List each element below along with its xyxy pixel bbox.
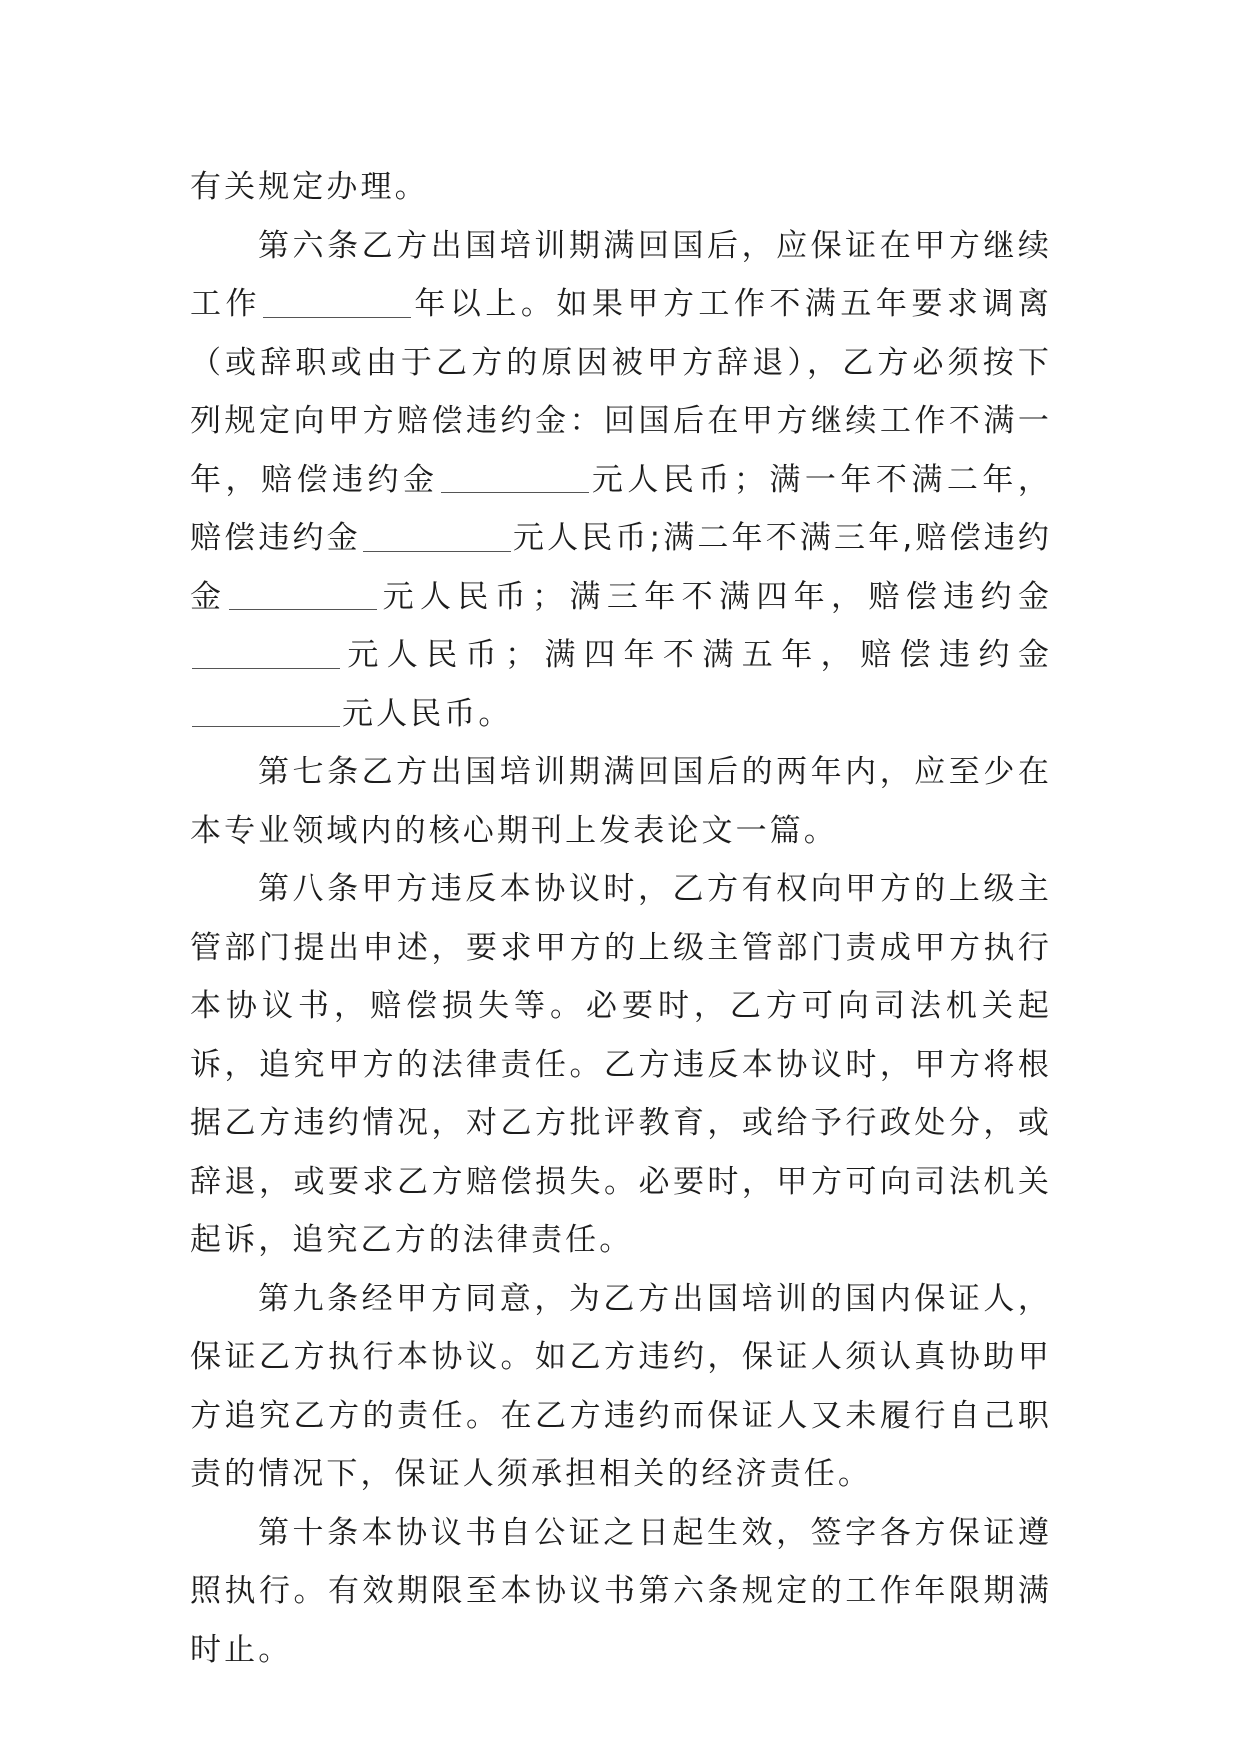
paragraph-article-8 xyxy=(190,860,1052,1270)
article-10-text: 第十条本协议书自公证之日起生效，签字各方保证遵照执行。有效期限至本协议书第六条规定的工作年限期满时止。 xyxy=(190,1514,1052,1668)
article-6-text-3: 元人民币；满一年不满二年，赔偿违约金 xyxy=(190,461,1052,556)
article-6-text-1: 第六条乙方出国培训期满回国后，应保证在甲方继续工作 xyxy=(190,227,1052,322)
paragraph-article-9 xyxy=(190,1270,1052,1504)
continuation-text: 有关规定办理。 xyxy=(190,169,429,205)
article-9-text: 第九条经甲方同意，为乙方出国培训的国内保证人，保证乙方执行本协议。如乙方违约，保证人须认真协助甲方追究乙方的责任。在乙方违约而保证人又未履行自己职责的情况下，保证人须承担相关的经济责任。 xyxy=(190,1280,1052,1492)
blank-work-years xyxy=(263,283,411,318)
article-7-text: 第七条乙方出国培训期满回国后的两年内，应至少在本专业领域内的核心期刊上发表论文一篇。 xyxy=(190,754,1052,849)
article-6-text-4: 元人民币;满二年不满三年,赔偿违约金 xyxy=(190,520,1052,615)
document-body xyxy=(190,158,1052,1679)
blank-penalty-year-5 xyxy=(192,692,340,727)
article-6-text-7: 元人民币。 xyxy=(342,695,513,732)
article-8-text: 第八条甲方违反本协议时，乙方有权向甲方的上级主管部门提出申述，要求甲方的上级主管部门责成甲方执行本协议书，赔偿损失等。必要时，乙方可向司法机关起诉，追究甲方的法律责任。乙方违反本协议时，甲方将根据乙方违约情况，对乙方批评教育，或给予行政处分，或辞退，或要求乙方赔偿损失。必要时，甲方可向司法机关起诉，追究乙方的法律责任。 xyxy=(190,871,1052,1258)
article-6-text-6: 元人民币；满四年不满五年，赔偿违约金 xyxy=(342,637,1052,673)
blank-penalty-year-3 xyxy=(229,575,377,610)
blank-penalty-year-4 xyxy=(192,634,340,669)
blank-penalty-year-2 xyxy=(363,517,511,552)
paragraph-article-6 xyxy=(190,217,1052,744)
paragraph-article-10 xyxy=(190,1504,1052,1680)
blank-penalty-year-1 xyxy=(441,458,589,493)
article-6-text-5: 元人民币；满三年不满四年，赔偿违约金 xyxy=(379,578,1052,615)
paragraph-article-7 xyxy=(190,743,1052,860)
paragraph-continuation xyxy=(190,158,1052,217)
article-6-text-2: 年以上。如果甲方工作不满五年要求调离（或辞职或由于乙方的原因被甲方辞退），乙方必须按下列规定向甲方赔偿违约金：回国后在甲方继续工作不满一年，赔偿违约金 xyxy=(190,286,1052,498)
